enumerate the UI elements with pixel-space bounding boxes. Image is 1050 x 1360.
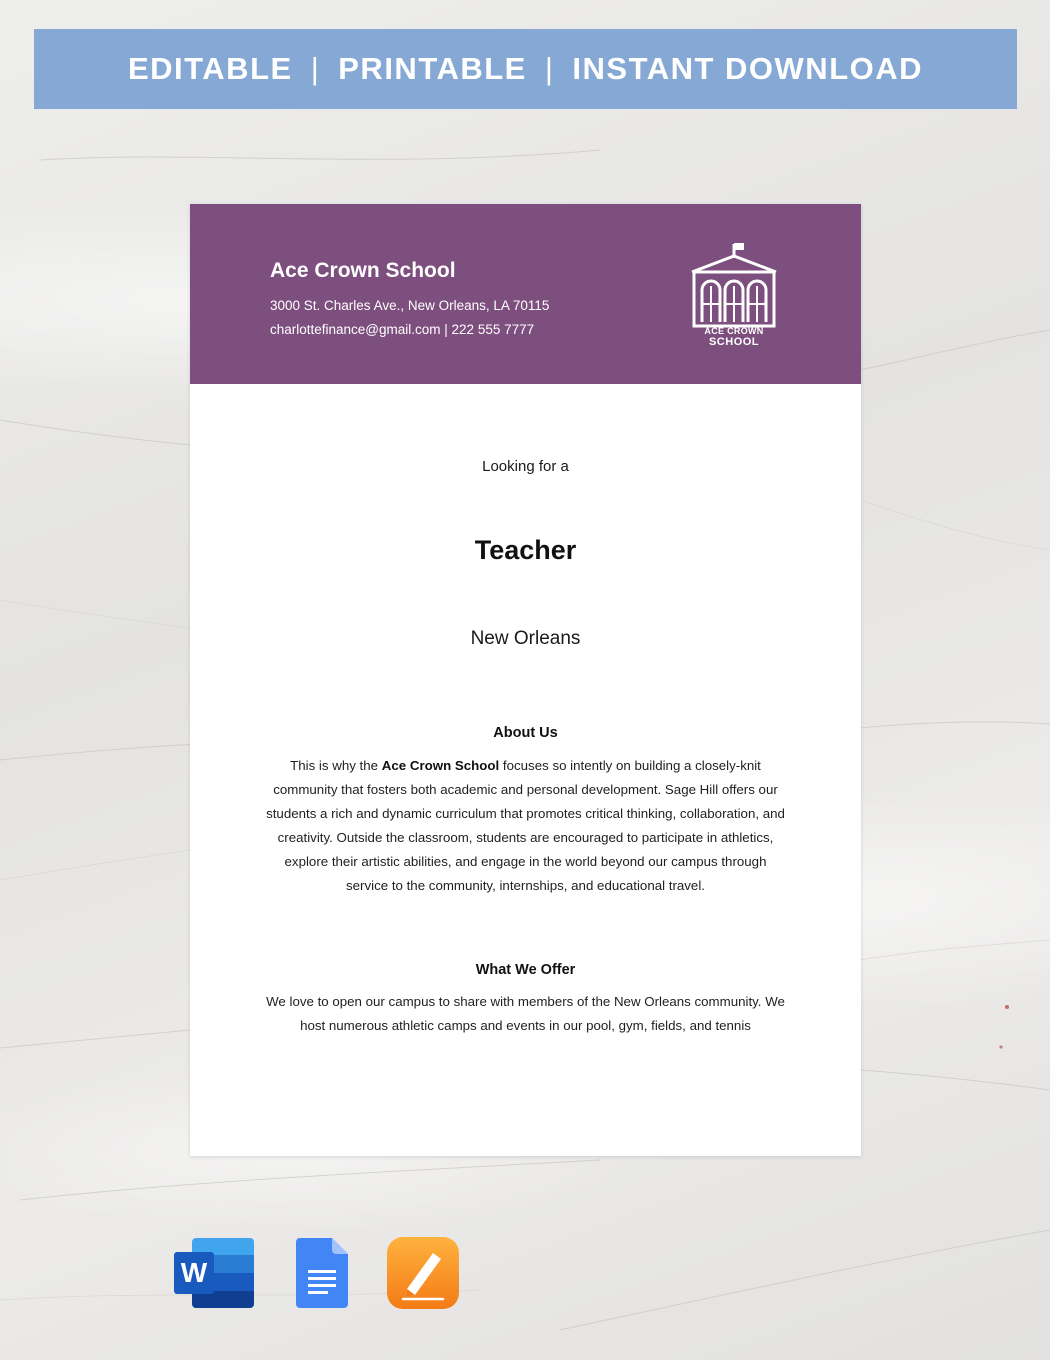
job-location: New Orleans — [470, 628, 581, 649]
school-address: 3000 St. Charles Ave., New Orleans, LA 70115 — [270, 298, 550, 313]
posting-intro: Looking for a — [482, 458, 569, 475]
banner-printable: PRINTABLE — [338, 51, 527, 86]
svg-text:W: W — [180, 1257, 208, 1288]
banner-instant-download: INSTANT DOWNLOAD — [572, 51, 924, 86]
about-school-name: Ace Crown School — [381, 758, 500, 773]
what-we-offer-body: We love to open our campus to share with members of the New Orleans community. We host numerous athletic camps and events in our pool, gym, fields, and tennis — [266, 994, 785, 1033]
what-we-offer-heading: What We Offer — [475, 962, 576, 978]
google-docs-icon — [296, 1238, 348, 1308]
school-contact: charlottefinance@gmail.com | 222 555 7777 — [270, 322, 535, 337]
about-text-start: This is why the — [290, 758, 382, 773]
school-name: Ace Crown School — [270, 259, 456, 282]
document-header — [190, 204, 861, 384]
about-us-heading: About Us — [493, 725, 558, 741]
microsoft-word-icon — [174, 1238, 254, 1308]
logo-text-line2: SCHOOL — [708, 336, 760, 348]
banner-editable: EDITABLE — [127, 51, 293, 86]
logo-text-line1: ACE CROWN — [704, 326, 764, 336]
banner-separator: | — [544, 51, 555, 86]
feature-banner — [34, 29, 1017, 109]
apple-pages-icon — [387, 1237, 459, 1309]
about-text-rest: focuses so intently on building a closely-knit community that fosters both academic and personal development. Sage Hill offers our students a rich and dynamic curriculum that promotes critical thinking, collaboration, and creativity. Outside the classroom, students are encouraged to participate in athletics, explore their artistic abilities, and engage in the world beyond our campus through service to the community, internships, and educational travel. — [266, 758, 785, 893]
job-title: Teacher — [474, 535, 577, 565]
banner-separator: | — [310, 51, 321, 86]
school-logo — [684, 242, 784, 352]
job-posting-document — [190, 204, 861, 1156]
school-building-icon — [684, 242, 784, 328]
about-us-body — [262, 754, 789, 898]
